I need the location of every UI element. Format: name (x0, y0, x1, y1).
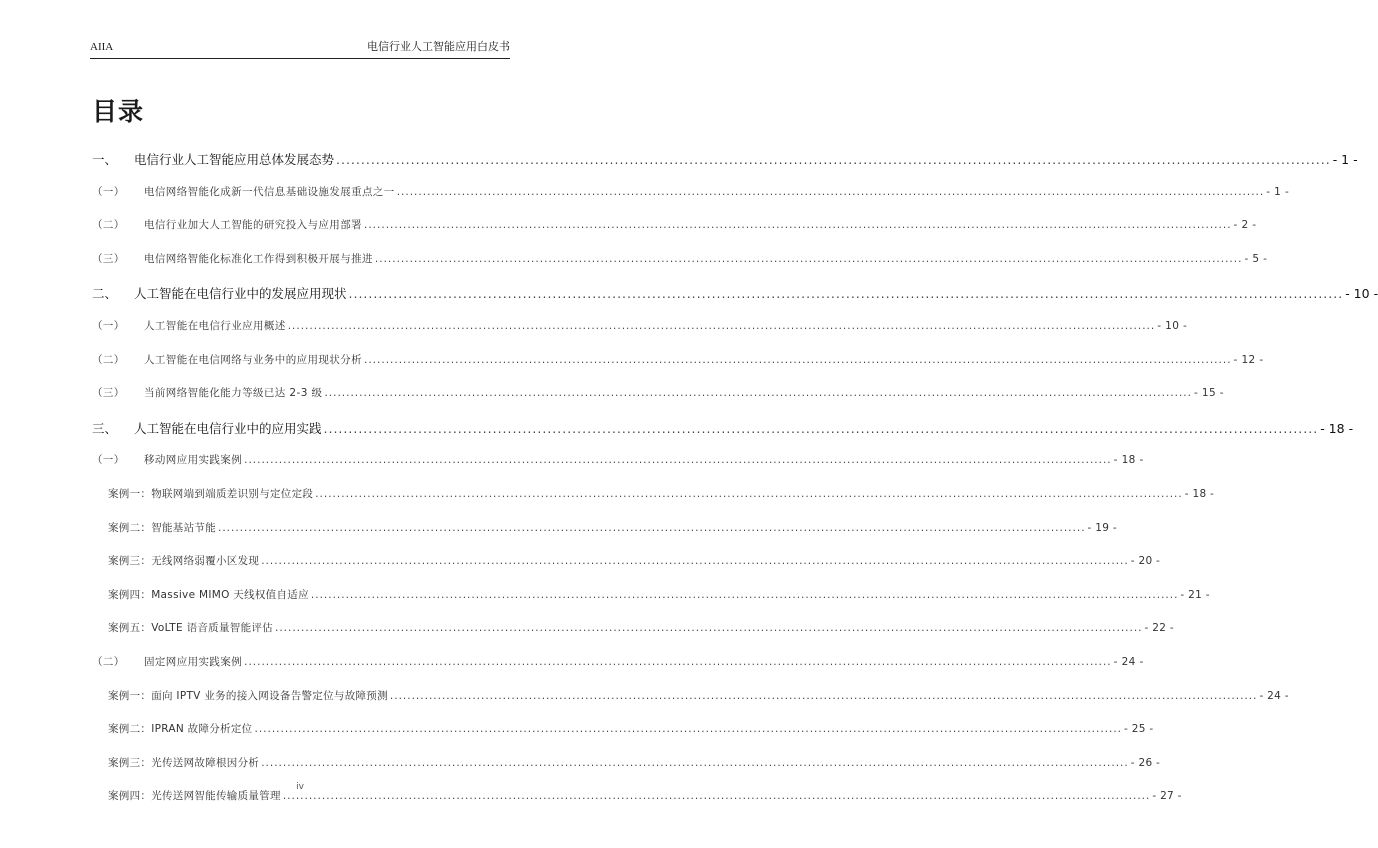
toc-entry[interactable] (92, 587, 1210, 607)
toc-entry[interactable] (92, 755, 1161, 775)
toc-entry-page: - 18 - (1184, 488, 1215, 500)
toc-leader-dots: ........................................................................................................................................................................................................ (261, 756, 1129, 769)
toc-entry-number: 三、 (92, 420, 118, 436)
toc-entry-title: 案例二：智能基站节能 (108, 521, 216, 534)
toc-entry[interactable] (92, 452, 1144, 472)
toc-entry-page: - 1 - (1266, 185, 1290, 198)
toc-leader-dots: ........................................................................................................................................................................................................ (315, 488, 1183, 500)
toc-entry-page: - 5 - (1244, 252, 1268, 265)
toc-entry-title: 固定网应用实践案例 (144, 656, 243, 668)
toc-entry[interactable] (92, 184, 1290, 204)
toc-leader-dots: ........................................................................................................................................................................................................ (244, 454, 1112, 467)
toc-entry[interactable] (92, 553, 1161, 573)
toc-entry[interactable] (92, 419, 1354, 439)
toc-leader-dots: ........................................................................................................................................................................................................ (274, 622, 1143, 635)
toc-entry-title: 案例三：光传送网故障根因分析 (108, 756, 260, 769)
toc-entry-page: - 25 - (1124, 723, 1154, 736)
toc-leader-dots: ........................................................................................................................................................................................................ (261, 555, 1129, 568)
header-doc-title: 电信行业人工智能应用白皮书 (367, 40, 510, 53)
toc-entry-number: 一、 (92, 152, 118, 167)
toc-entry-page: - 26 - (1130, 756, 1161, 769)
toc-entry-title: 电信网络智能化成新一代信息基础设施发展重点之一 (144, 185, 395, 198)
toc-entry-title: 人工智能在电信行业中的发展应用现状 (134, 286, 347, 302)
toc-entry-title: 电信行业加大人工智能的研究投入与应用部署 (144, 219, 362, 232)
toc-leader-dots: ........................................................................................................................................................................................................ (364, 219, 1232, 232)
page-header (90, 38, 510, 59)
toc-entry-title: 移动网应用实践案例 (144, 454, 243, 467)
toc-entry-page: - 22 - (1144, 622, 1174, 635)
toc-entry[interactable] (92, 284, 1378, 304)
toc-entry-title: 人工智能在电信网络与业务中的应用现状分析 (144, 353, 362, 366)
toc-entry-number: （二） (92, 219, 125, 232)
toc-entry-page: - 10 - (1345, 286, 1378, 302)
toc-entry-number: （二） (92, 353, 125, 366)
toc-entry[interactable] (92, 688, 1289, 708)
toc-entry-page: - 12 - (1233, 353, 1264, 366)
toc-entry-title: 案例四：光传送网智能传输质量管理 (108, 790, 281, 803)
toc-leader-dots: ........................................................................................................................................................................................................ (336, 152, 1331, 167)
toc-entry-title: 案例四：Massive MIMO 天线权值自适应 (108, 588, 309, 601)
toc-entry-title: 案例二：IPRAN 故障分析定位 (108, 723, 253, 736)
toc-leader-dots: ........................................................................................................................................................................................................ (348, 286, 1344, 302)
toc-leader-dots: ........................................................................................................................................................................................................ (323, 420, 1319, 436)
toc-entry[interactable] (92, 620, 1174, 640)
toc-entry-title: 案例五：VoLTE 语音质量智能评估 (108, 622, 273, 635)
toc-leader-dots: ........................................................................................................................................................................................................ (254, 723, 1123, 736)
toc-entry[interactable] (92, 385, 1224, 405)
toc-leader-dots: ........................................................................................................................................................................................................ (396, 185, 1265, 198)
toc-leader-dots: ........................................................................................................................................................................................................ (310, 588, 1179, 601)
toc-entry-page: - 24 - (1113, 656, 1144, 668)
toc-entry[interactable] (92, 251, 1268, 271)
toc-entry-title: 案例三：无线网络弱覆小区发现 (108, 555, 260, 568)
toc-leader-dots: ........................................................................................................................................................................................................ (374, 252, 1243, 265)
toc-entry-number: （一） (92, 320, 125, 332)
toc-entry-page: - 1 - (1332, 152, 1358, 167)
toc-title: 目录 (92, 97, 145, 126)
toc-entry[interactable] (92, 486, 1215, 506)
toc-leader-dots: ........................................................................................................................................................................................................ (282, 790, 1151, 803)
toc-entry-number: （三） (92, 252, 125, 265)
toc-entry-page: - 18 - (1320, 420, 1354, 436)
toc-entry-title: 电信网络智能化标准化工作得到积极开展与推进 (144, 252, 373, 265)
toc-entry-page: - 18 - (1113, 454, 1144, 467)
toc-entry[interactable] (92, 721, 1154, 741)
toc-entry-page: - 24 - (1259, 689, 1289, 702)
toc-entry[interactable] (92, 217, 1257, 237)
toc-entry-title: 电信行业人工智能应用总体发展态势 (134, 152, 335, 167)
toc-entry[interactable] (92, 318, 1188, 338)
page-number-footer: iv (296, 782, 304, 792)
toc-entry-page: - 15 - (1193, 387, 1224, 400)
toc-entry-title: 案例一：面向 IPTV 业务的接入网设备告警定位与故障预测 (108, 689, 388, 702)
toc-entry-number: 二、 (92, 286, 118, 302)
toc-entry-number: （三） (92, 387, 125, 400)
toc-entry-title: 人工智能在电信行业中的应用实践 (134, 420, 322, 436)
toc-leader-dots: ........................................................................................................................................................................................................ (244, 656, 1112, 668)
toc-leader-dots: ........................................................................................................................................................................................................ (389, 689, 1258, 702)
toc-entry-title: 案例一：物联网端到端质差识别与定位定段 (108, 488, 314, 500)
toc-entry[interactable] (92, 520, 1117, 540)
toc-leader-dots: ........................................................................................................................................................................................................ (218, 521, 1086, 534)
toc-leader-dots: ........................................................................................................................................................................................................ (364, 353, 1232, 366)
toc-entry-page: - 20 - (1130, 555, 1161, 568)
toc-entry-title: 人工智能在电信行业应用概述 (144, 320, 286, 332)
toc-entry[interactable] (92, 352, 1264, 372)
toc-entry[interactable] (92, 150, 1358, 170)
toc-entry[interactable] (92, 654, 1144, 674)
toc-entry-page: - 21 - (1180, 588, 1210, 601)
header-org-label: AIIA (90, 41, 114, 53)
toc-entry-number: （一） (92, 454, 125, 467)
toc-entry-number: （一） (92, 185, 125, 198)
toc-entry-number: （二） (92, 656, 125, 668)
toc-entry-page: - 2 - (1233, 219, 1257, 232)
toc-entry-page: - 19 - (1087, 521, 1117, 534)
toc-entry-title: 当前网络智能化能力等级已达 2-3 级 (144, 387, 323, 400)
toc-entry-page: - 27 - (1152, 790, 1182, 803)
toc-entry-page: - 10 - (1157, 320, 1188, 332)
toc-leader-dots: ........................................................................................................................................................................................................ (324, 387, 1192, 400)
toc-leader-dots: ........................................................................................................................................................................................................ (287, 320, 1156, 332)
